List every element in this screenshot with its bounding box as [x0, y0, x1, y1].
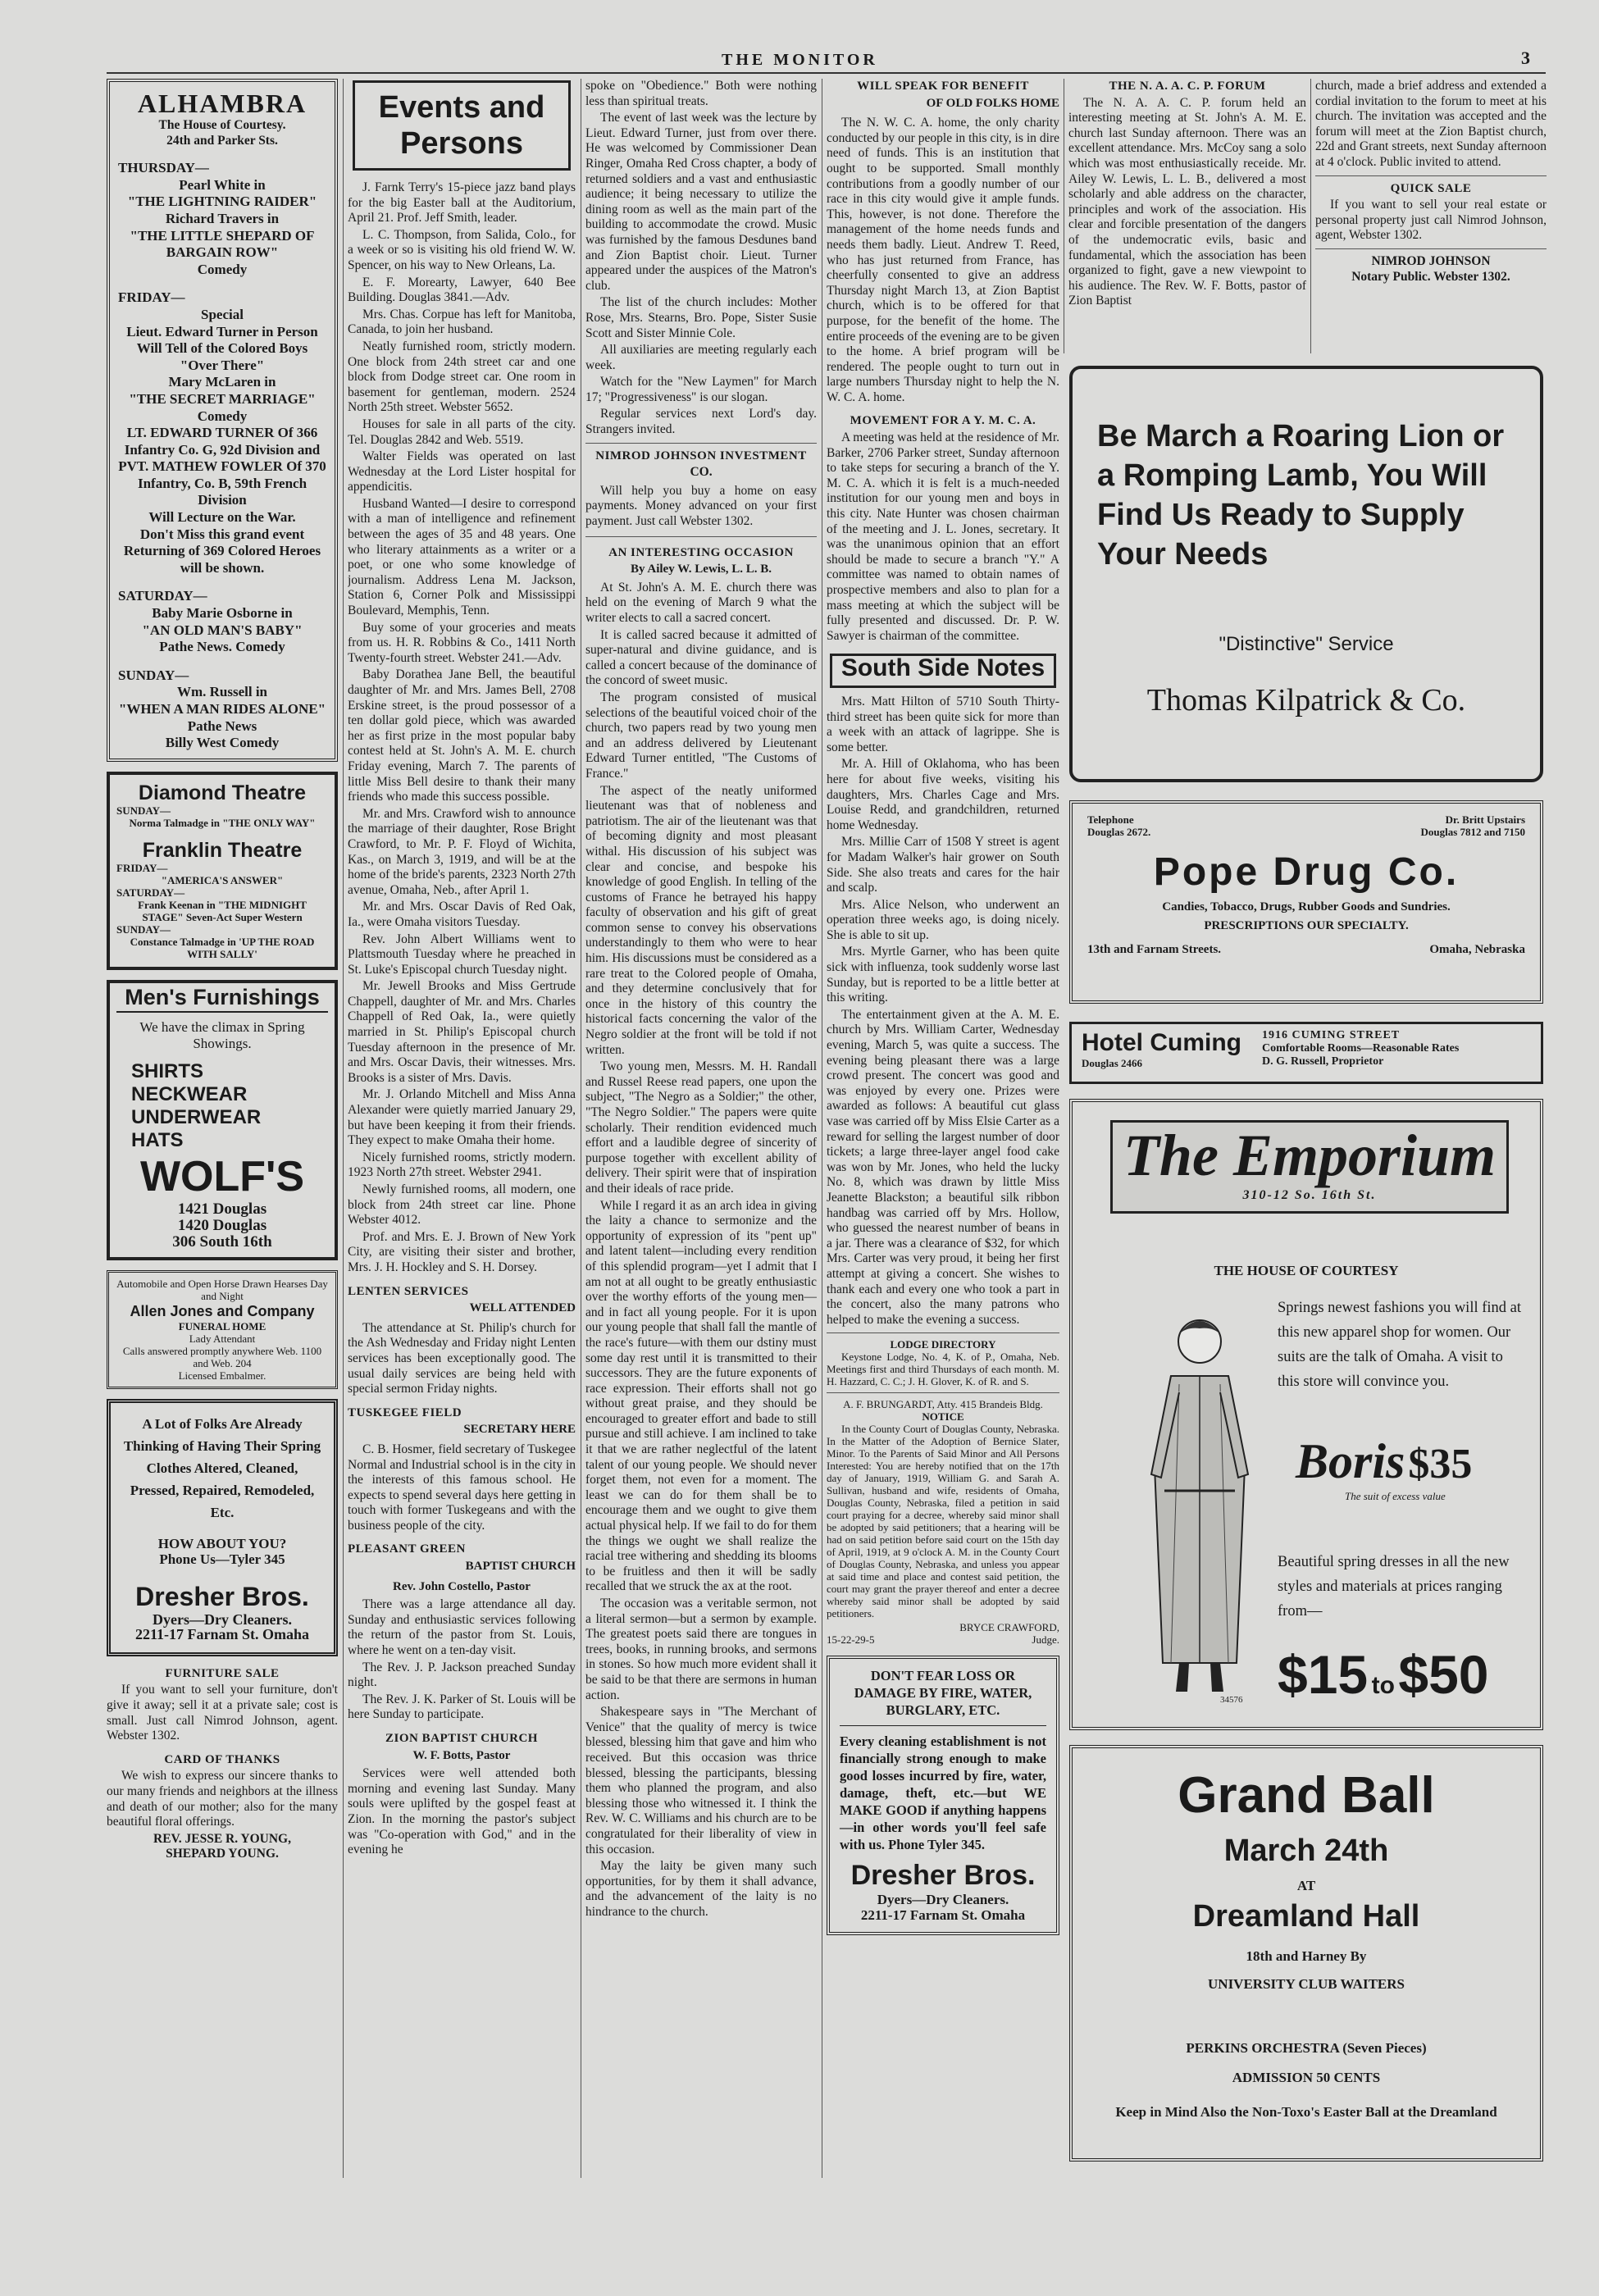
notice-judge: Judge. [1032, 1633, 1059, 1647]
pope-footer [1087, 943, 1525, 957]
cuming-sub: Comfortable Rooms—Reasonable Rates [1262, 1042, 1460, 1055]
pope-tel-label: Telephone [1087, 813, 1134, 826]
ymca-text: A meeting was held at the residence of Mr. Barker, 2706 Parker street, Sunday afternoon to take steps for securing a branch of the Y. M. C. A. which it is felt is a much-needed institution for our young men and boys in this city. Nate Hunter was chosen chairman of the meeting and J. L. Jones, secretary. It was the unanimous opinion that an effort should be made to secure a branch "Y." A committee was named to obtain names of prospective members and also to plan for a mass meeting at which the subject will be fully presented and discussed. Dr. P. W. Sawyer is chairman of the committee. [827, 430, 1059, 643]
tuskegee-heading: SECRETARY HERE [463, 1423, 576, 1437]
alhambra-line: Wm. Russell in [176, 684, 268, 700]
pleasant-green-text: The Rev. J. P. Jackson preached Sunday night. [348, 1660, 576, 1690]
grand-ball-footer: Keep in Mind Also the Non-Toxo's Easter Ball at the Dreamland [1115, 2104, 1497, 2120]
thanks-signature: SHEPARD YOUNG. [166, 1847, 279, 1861]
dresher-text: A Lot of Folks Are Already Thinking of Having Their Spring Clothes Altered, Cleaned, Pressed, Repaired, Remodeled, Etc. [123, 1416, 321, 1521]
nimrod-sub: Notary Public. Webster 1302. [1351, 269, 1510, 284]
alhambra-line: LT. EDWARD TURNER Of 366 Infantry Co. G, 92d Division and [124, 425, 321, 458]
boris-name: Boris [1296, 1434, 1405, 1488]
dresher-how: HOW ABOUT YOU? [157, 1536, 287, 1552]
dresher-name: Dresher Bros. [850, 1860, 1036, 1892]
hotel-cuming-ad [1069, 1022, 1543, 1084]
cuming-right [1254, 1029, 1531, 1077]
grand-ball-hosts: UNIVERSITY CLUB WAITERS [1208, 1976, 1405, 1992]
event-item: Mr. and Mrs. Crawford wish to announce the marriage of their daughter, Rose Bright Crawford, to Mr. P. F. Floyd of Wichita, Kas., on March 3, 1919, and will be at the home of the bride's parents, 2323 North 27th avenue, Omaha, Neb., after April 1. [348, 806, 576, 897]
southside-note: Mrs. Matt Hilton of 5710 South Thirty-third street has been quite sick for more than a week with an attack of lagrippe. She is some better. [827, 694, 1059, 754]
cuming-address: 1916 CUMING STREET [1262, 1029, 1401, 1041]
event-item: Husband Wanted—I desire to correspond with a man of intelligence and refinement between the ages of 35 and 48 years. One who literary attainments as a writer or a poet, or one who some knowledge of journalism. Address Lena M. Jackson, Station 6, Corner Polk and Mississippi Boulevard, Memphis, Tenn. [348, 496, 576, 618]
southside-note: The entertainment given at the A. M. E. church by Mrs. William Carter, Wednesday evening, March 5, was quite a success. The evening being pleasant there was a large crowd present. The concert was good and was enjoyed by every one. Prizes were awarded as follows: A beautiful cut glass vase was carried off by Miss Elsie Carter as a reward for selling the largest number of door tickets; a large three-layer angel food cake was won by Mr. Jones, who held the lucky No. 8, which was drawn by little Miss Jeanette Blackston; a beautiful silk ribbon handbag was carried off by Mrs. Hollow, who guessed the nearest number of beans in a jar. There was a clearance of $32, for which Mrs. Carter was very proud, it being her first attempt at giving a concert. She wishes to thank each and every one who took a part in the concert, also the many patrons who helped to make the evening a success. [827, 1007, 1059, 1327]
allen-line: Lady Attendant [189, 1332, 256, 1346]
alhambra-day: THURSDAY— [118, 160, 209, 176]
alhambra-line: "AN OLD MAN'S BABY" [142, 622, 303, 638]
alhambra-line: Comedy [197, 261, 248, 277]
notice-text: In the County Court of Douglas County, Nebraska. In the Matter of the Adoption of Bernice Slater, Minor. To the Parents of Said Minor and All Persons Interested: You are hereby notified that on the 17th day of January, 1919, William G. and Sarah A. Sullivan, husband and wife, residents of Omaha, Douglas County, Nebraska, filed a petition in said court praying for a decree, whereby said minor shall be adopted by said petitioners; that a hearing will be had on said petition before said court on the 15th day of April, 1919, at 9 o'clock A. M. in the County Court of Douglas County, Nebraska, and unless you appear at said time and place and contest said petition, the court may grant the prayer thereof and enter a decree whereby said minor shall be adopted by said petitioners. [827, 1423, 1059, 1620]
alhambra-line: "THE SECRET MARRIAGE" [129, 390, 316, 407]
tuskegee-text: C. B. Hosmer, field secretary of Tuskegee Normal and Industrial school is in the city in the interests of this famous school. He expects to spend several days here getting in touch with former Tuskegeans and with the business people of the city. [348, 1442, 576, 1533]
pope-sub: Candies, Tobacco, Drugs, Rubber Goods and Sundries. [1162, 900, 1451, 913]
wolfs-intro: We have the climax in Spring Showings. [139, 1019, 305, 1052]
alhambra-day: FRIDAY— [118, 289, 185, 306]
diamond-title: Diamond Theatre [138, 781, 307, 804]
southside-note: Mrs. Alice Nelson, who underwent an operation three weeks ago, is doing nicely. She is able to sit up. [827, 897, 1059, 942]
event-item: Walter Fields was operated on last Wednesday at the Lord Lister hospital for appendicitis. [348, 449, 576, 494]
notice-attorney: A. F. BRUNGARDT, Atty. 415 Brandeis Bldg. [843, 1398, 1043, 1411]
pope-dr: Douglas 7812 and 7150 [1420, 826, 1525, 838]
alhambra-day: SATURDAY— [118, 588, 207, 604]
wolfs-ad [107, 980, 338, 1261]
diamond-theatre-ad [107, 772, 338, 970]
event-item: Prof. and Mrs. E. J. Brown of New York City, are visiting their sister and brother, Mrs. J. H. Hockley and S. H. Dorsey. [348, 1229, 576, 1274]
dresher-sub: Dyers—Dry Cleaners. [153, 1610, 292, 1628]
column-3 [585, 79, 817, 2178]
nimrod-heading: CO. [690, 465, 713, 480]
allen-line: Licensed Embalmer. [178, 1369, 266, 1383]
naacp-continued: church, made a brief address and extended a cordial invitation to the forum to meet at his church. The invitation was accepted and the forum will meet at the Zion Baptist church, 22d and Grant streets, next Sunday afternoon at 4 o'clock. Public invited to attend. [1315, 79, 1547, 169]
event-item: Mr. Jewell Brooks and Miss Gertrude Chappell, daughter of Mr. and Mrs. Charles Chappell of Red Oak, Ia., were quietly married in St. Philip's Episcopal church Tuesday afternoon in the presence of Mr. and Mrs. Oscar Davis, their witnesses. Mrs. Brooks is a sister of Mrs. Davis. [348, 979, 576, 1085]
alhambra-line: Don't Miss this grand event Returning of 369 Colored Heroes will be shown. [123, 526, 321, 576]
wolfs-address: 1420 Douglas [177, 1217, 267, 1235]
pope-name: Pope Drug Co. [1153, 850, 1460, 894]
pope-telephone [1087, 813, 1150, 838]
dresher-name: Dresher Bros. [135, 1581, 309, 1611]
wolfs-heading: Men's Furnishings [116, 990, 328, 1014]
divider [1315, 175, 1547, 176]
lenten-heading: LENTEN SERVICES [348, 1284, 469, 1298]
page-number: 3 [1521, 48, 1530, 68]
church-text: Watch for the "New Laymen" for March 17; "Progressiveness" is our slogan. [585, 375, 817, 404]
events-heading-box [353, 80, 571, 171]
quick-sale-heading: QUICK SALE [1390, 181, 1472, 195]
oldfolks-heading: WILL SPEAK FOR BENEFIT [857, 80, 1029, 93]
wolfs-item: NECKWEAR [131, 1083, 248, 1106]
divider [827, 1392, 1059, 1393]
divider [1315, 248, 1547, 249]
column-6 [1315, 79, 1547, 358]
zion-text: Services were well attended both morning and evening last Sunday. Many souls were uplifted by the gospel feast at Zion. In the morning the pastor's subject was "Co-operation with God," and in the evening he [348, 1766, 576, 1857]
furniture-heading: FURNITURE SALE [165, 1666, 280, 1680]
alhambra-line: Special [201, 306, 244, 322]
alhambra-line: "WHEN A MAN RIDES ALONE" [118, 701, 326, 717]
alhambra-line: Mary McLaren in [168, 374, 276, 390]
pope-rx: PRESCRIPTIONS OUR SPECIALTY. [1204, 919, 1409, 932]
price-high: $50 [1398, 1644, 1489, 1705]
lenten-heading: WELL ATTENDED [469, 1301, 576, 1315]
occasion-byline: By Ailey W. Lewis, L. L. B. [630, 563, 772, 576]
alhambra-line: Pathe News [187, 718, 257, 734]
column-1 [107, 79, 338, 2194]
emporium-price-range [1278, 1643, 1532, 1706]
column-4 [827, 79, 1059, 2178]
occasion-paragraph: May the laity be given many such opportunities, for by them it shall advance, and the advancement of the laity is no hindrance to the church. [585, 1859, 817, 1919]
diamond-day: SUNDAY— [116, 804, 171, 817]
alhambra-title: ALHAMBRA [137, 89, 308, 118]
event-item: Mrs. Chas. Corpue has left for Manitoba, Canada, to join her husband. [348, 307, 576, 337]
alhambra-line: Lieut. Edward Turner in Person Will Tell of the Colored Boys "Over There" [126, 323, 318, 373]
dresher-text: Every cleaning establishment is not financially strong enough to make good losses incurred by fire, water, damage, theft, etc.—but WE MAKE GOOD if anything happens—in other words you'll feel safe with us. Phone Tyler 345. [840, 1733, 1046, 1853]
thanks-signature: REV. JESSE R. YOUNG, [153, 1831, 291, 1846]
event-item: E. F. Morearty, Lawyer, 640 Bee Building. Douglas 3841.—Adv. [348, 275, 576, 305]
pleasant-green-text: The Rev. J. K. Parker of St. Louis will be here Sunday to participate. [348, 1692, 576, 1722]
boris-sub: The suit of excess value [1345, 1490, 1446, 1502]
event-item: Neatly furnished room, strictly modern. One block from 24th street car and one block from Dodge street car. One room in basement for gentleman, modern. 2524 North 25th street. Webster 5652. [348, 339, 576, 415]
pleasant-green-pastor: Rev. John Costello, Pastor [393, 1579, 531, 1593]
franklin-day: SUNDAY— [116, 922, 171, 936]
occasion-heading: AN INTERESTING OCCASION [608, 545, 794, 559]
boris-logo [1296, 1433, 1509, 1532]
price-to: to [1371, 1672, 1395, 1699]
alhambra-line: Will Lecture on the War. [148, 509, 296, 526]
occasion-paragraph: The occasion was a veritable sermon, not a literal sermon—but a sermon by example. The greatest poets said there are tongues in trees, books, in running brooks, and sermons in stones. So how much more evident shall it be said to be that there are sermons in human action. [585, 1597, 817, 1702]
kilpatrick-name: Thomas Kilpatrick & Co. [1146, 683, 1466, 718]
wolfs-address: 306 South 16th [172, 1233, 272, 1251]
oldfolks-heading: OF OLD FOLKS HOME [926, 96, 1059, 110]
boris-price: $35 [1408, 1441, 1473, 1487]
alhambra-address: 24th and Parker Sts. [166, 133, 278, 148]
nimrod-name: NIMROD JOHNSON [1371, 253, 1491, 268]
kilpatrick-ad [1069, 366, 1543, 782]
lodge-heading: LODGE DIRECTORY [890, 1338, 996, 1351]
pleasant-green-heading: BAPTIST CHURCH [465, 1560, 576, 1574]
church-text: Regular services next Lord's day. Strangers invited. [585, 407, 817, 437]
wolfs-item: HATS [131, 1129, 184, 1152]
events-list [348, 180, 576, 1276]
alhambra-line: Billy West Comedy [165, 735, 280, 751]
thanks-heading: CARD OF THANKS [164, 1752, 280, 1766]
grand-ball-address: 18th and Harney By [1246, 1948, 1367, 1964]
price-low: $15 [1278, 1644, 1369, 1705]
occasion-paragraph: Shakespeare says in "The Merchant of Venice" that the quality of mercy is twice blessed, blessing him that gave and him who received. But this occasion was thrice blessed, blessing the participants, blessing them who planned the program, and also blessing those who witnessed it. I think the Rev. W. C. Williams and his church are to be congratulated for their liberality of view in this occasion. [585, 1705, 817, 1856]
event-item: Mr. J. Orlando Mitchell and Miss Anna Alexander were quietly married January 29, but have been keeping it from their friends. They expect to make Omaha their home. [348, 1087, 576, 1148]
pope-city: Omaha, Nebraska [1429, 943, 1525, 956]
events-title: Persons [400, 126, 523, 161]
dresher-address: 2211-17 Farnam St. Omaha [134, 1626, 309, 1643]
occasion-paragraph: At St. John's A. M. E. church there was held on the evening of March 9 what the writer elects to call a sacred concert. [585, 580, 817, 625]
naacp-text: The N. A. A. C. P. forum held an interesting meeting at St. John's A. M. E. church last Sunday afternoon. There was an excellent attendance. Mrs. McCoy sang a solo which was most enthusiastically receide. Mr. Ailey W. Lewis, L. L. B., delivered a most scholarly and able address on the character, principles and work of the association. His clear and forcible presentation of the dangers of the undemocratic evils, basic and fundamental, which the association has been organized to fight, gave a new viewpoint to his audience. The Rev. W. F. Botts, pastor of Zion Baptist [1068, 95, 1306, 308]
event-item: Rev. John Albert Williams went to Plattsmouth Tuesday where he preached in St. Luke's Episcopal church Tuesday night. [348, 932, 576, 977]
emporium-ad [1069, 1099, 1543, 1730]
church-text: spoke on "Obedience." Both were nothing less than spiritual treats. [585, 79, 817, 108]
pleasant-green-text: There was a large attendance all day. Sunday and enthusiastic services following the return of the pastor from St. Louis, where he went on a ten-day visit. [348, 1597, 576, 1658]
cuming-phone: Douglas 2466 [1082, 1057, 1143, 1069]
lenten-text: The attendance at St. Philip's church for the Ash Wednesday and Friday night Lenten services has been exceptionally good. The usual daily services are being held with special sermon Friday nights. [348, 1320, 576, 1396]
allen-line: Calls answered promptly anywhere Web. 1100 and Web. 204 [122, 1345, 322, 1370]
emporium-address: 310-12 So. 16th St. [1242, 1188, 1377, 1202]
occasion-paragraph: While I regard it as an arch idea in giving the laity a chance to sermonize and the opportunity of expression of its "pent up" and latent talent—including every rendition of this splendid program—yet I admit that I am not at all ought to be greatly enthusiastic over the worthy efforts of the young men—and in fact all young people. For it is upon our young people that shall fall the mantle of the race's future—with them our dstiny must some day rest until it is transmitted to their successors. They are the future exponents of race expression. Their efforts shall not go without great praise, and they should be encouraged to greater effort and bade to still pursue and still achieve. I am inclined to take it that we are rather neglectful of the latent talent of our young people. We should never forget them, not even for a moment. The least we can do for them shall be to encourage them and we ought to give them actual physical help. If we fail to do for them the things we ought we shall realize the racial tree withering and shedding its blooms to be fruitless and then it will be sadly recalled that we struck the ax at the root. [585, 1198, 817, 1594]
nimrod-text: Will help you buy a home on easy payments. Money advanced on your first payment. Just call Webster 1302. [585, 483, 817, 529]
alhambra-tagline: The House of Courtesy. [158, 118, 286, 132]
events-title: Events and [378, 90, 545, 125]
dresher-ad-2 [827, 1656, 1059, 1934]
tuskegee-heading: TUSKEGEE FIELD [348, 1405, 462, 1419]
pope-dr-label: Dr. Britt Upstairs [1445, 813, 1525, 826]
wolfs-items [131, 1060, 328, 1152]
divider [840, 1725, 1046, 1726]
alhambra-line: "THE LITTLE SHEPARD OF BARGAIN ROW" [130, 227, 315, 261]
diamond-film: Norma Talmadge in "THE ONLY WAY" [129, 816, 316, 829]
lodge-text: Keystone Lodge, No. 4, K. of P., Omaha, Neb. Meetings first and third Thursdays of each month. M. H. Hazzard, C. C.; J. H. Glover, K. of R. and S. [827, 1351, 1059, 1388]
emporium-dresses-text: Beautiful spring dresses in all the new styles and materials at prices ranging from— [1278, 1554, 1510, 1620]
top-rule [107, 72, 1546, 74]
column-rule [343, 79, 344, 2178]
dresher-sub: Dyers—Dry Cleaners. [877, 1892, 1009, 1908]
furniture-text: If you want to sell your furniture, don't give it away; sell it at a private sale; cost is small. Just call Nimrod Johnson, agent. Webster 1302. [107, 1683, 338, 1743]
divider [827, 1332, 1059, 1333]
southside-note: Mr. A. Hill of Oklahoma, who has been here for about five weeks, visiting his daughters, Mrs. Charles Cage and Mrs. Louise Redd, and grandchildren, returned home Wednesday. [827, 757, 1059, 832]
southside-note: Mrs. Myrtle Garner, who has been quite sick with influenza, took suddenly worse last Sunday, but is reported to be a little better at this writing. [827, 945, 1059, 1005]
grand-ball-band: PERKINS ORCHESTRA (Seven Pieces) [1186, 2040, 1427, 2056]
allen-top: Automobile and Open Horse Drawn Hearses Day and Night [116, 1278, 328, 1303]
allen-name: Allen Jones and Company [130, 1303, 315, 1320]
event-item: Mr. and Mrs. Oscar Davis of Red Oak, Ia., were Omaha visitors Tuesday. [348, 900, 576, 929]
franklin-film: Frank Keenan in "THE MIDNIGHT STAGE" Seven-Act Super Western [138, 898, 307, 923]
alhambra-day: SUNDAY— [118, 667, 189, 683]
grand-ball-date: March 24th [1223, 1834, 1389, 1868]
event-item: L. C. Thompson, from Salida, Colo., for a week or so is visiting his old friend W. W. Spencer, on his way to New Orleans, La. [348, 227, 576, 272]
notice-signature: BRYCE CRAWFORD, [959, 1621, 1059, 1634]
emporium-tagline: THE HOUSE OF COURTESY [1214, 1263, 1399, 1278]
notice-date: 15-22-29-5 [827, 1633, 875, 1647]
franklin-day: SATURDAY— [116, 886, 185, 899]
ymca-heading: MOVEMENT FOR A Y. M. C. A. [850, 414, 1036, 428]
emporium-name: The Emporium [1123, 1123, 1496, 1188]
grand-ball-at: AT [1296, 1878, 1316, 1893]
emporium-logo [1110, 1120, 1509, 1214]
pope-tel: Douglas 2672. [1087, 826, 1151, 838]
column-5 [1068, 79, 1306, 358]
alhambra-line: Baby Marie Osborne in [152, 605, 293, 622]
event-item: J. Farnk Terry's 15-piece jazz band plays for the big Easter ball at the Auditorium, April 21. Prof. Jeff Smith, leader. [348, 180, 576, 226]
event-item: Buy some of your groceries and meats from us. H. R. Robbins & Co., 1411 North Twenty-fourth street. Webster 241.—Adv. [348, 620, 576, 665]
alhambra-line: Pearl White in [179, 176, 266, 193]
wolfs-address: 1421 Douglas [177, 1200, 267, 1219]
franklin-title: Franklin Theatre [142, 838, 303, 862]
alhambra-line: "THE LIGHTNING RAIDER" [127, 194, 317, 210]
wolfs-item: UNDERWEAR [131, 1106, 262, 1129]
pope-drug-ad [1069, 800, 1543, 1004]
franklin-day: FRIDAY— [116, 861, 168, 874]
wolfs-item: SHIRTS [131, 1060, 204, 1083]
event-item: Newly furnished rooms, all modern, one block from 24th street car line. Phone Webster 4012. [348, 1182, 576, 1228]
cuming-name: Hotel Cuming [1082, 1029, 1241, 1056]
zion-heading: ZION BAPTIST CHURCH [385, 1732, 538, 1745]
kilpatrick-service: "Distinctive" Service [1219, 633, 1394, 655]
emporium-text: Springs newest fashions you will find at this new apparel shop for women. Our suits are the talk of Omaha. A visit to this store will convince you. [1278, 1300, 1522, 1390]
dresher-ad-1 [107, 1399, 338, 1656]
allen-sub: FUNERAL HOME [178, 1320, 266, 1333]
event-item: Baby Dorathea Jane Bell, the beautiful daughter of Mr. and Mrs. James Bell, 2708 Erskine street, is the proud possessor of a ten dollar gold piece, which was awarded her as first prize in the most popular baby contest held at St. John's A. M. E. church Friday evening, March 7. The parents of little Miss Bell desire to thank their many friends who made this success possible. [348, 667, 576, 804]
cuming-left [1082, 1029, 1254, 1077]
column-rule [1310, 79, 1311, 353]
dresher-phone: Phone Us—Tyler 345 [159, 1551, 285, 1567]
alhambra-listing [118, 160, 326, 752]
grand-ball-admission: ADMISSION 50 CENTS [1232, 2070, 1381, 2085]
occasion-paragraph: The program consisted of musical selections of the beautiful voiced choir of the church, two papers read by two young men and an address delivered by Lieutenant Edward Turner entitled, "The Customs of France." [585, 690, 817, 781]
dresher-address: 2211-17 Farnam St. Omaha [860, 1906, 1026, 1923]
kilpatrick-headline: Be March a Roaring Lion or a Romping Lamb, You Will Find Us Ready to Supply Your Needs [1097, 419, 1505, 572]
southside-list [827, 695, 1059, 1328]
event-item: Houses for sale in all parts of the city. Tel. Douglas 2842 and Web. 5519. [348, 417, 576, 447]
notice-heading: NOTICE [922, 1410, 964, 1424]
pope-doctor [1421, 813, 1526, 838]
naacp-heading: THE N. A. A. C. P. FORUM [1109, 80, 1266, 93]
figure-number: 34576 [1220, 1695, 1243, 1704]
alhambra-line: Richard Travers in [165, 210, 280, 226]
pope-address: 13th and Farnam Streets. [1087, 943, 1222, 956]
franklin-film: Constance Talmadge in 'UP THE ROAD WITH SALLY' [130, 935, 315, 960]
alhambra-ad [107, 79, 338, 762]
quick-sale-text: If you want to sell your real estate or personal property just call Nimrod Johnson, agent, Webster 1302. [1315, 198, 1547, 243]
divider [585, 443, 817, 444]
grand-ball-ad [1069, 1745, 1543, 2162]
pope-contacts [1087, 813, 1525, 838]
church-text: All auxiliaries are meeting regularly each week. [585, 343, 817, 372]
southside-title: South Side Notes [840, 654, 1046, 682]
wolfs-name: WOLF'S [139, 1153, 305, 1201]
alhambra-line: Comedy [197, 408, 248, 424]
dress-illustration [1122, 1302, 1278, 1704]
occasion-paragraph: It is called sacred because it admitted of super-natural and divine guidance, and is called a concert because of the dominance of the concord of sweet music. [585, 627, 817, 688]
oldfolks-text: The N. W. C. A. home, the only charity conducted by our people in this city, is in dire need of funds. This is an institution that ought to be supported. Small monthly contributions from a goodly number of our race in this city would give it ample funds. This, however, is not done. Therefore the management of the home needs funds and needs them badly. Lieut. Andrew T. Reed, who has just returned from France, has cheerfully consented to give an address Thursday night March 13, at Zion Baptist church, which is to be offered for that purpose, for the benefit of the home. The entire proceeds of the evening are to be given to the home. A brief program will be rendered. The people ought to turn out in large numbers Thursday night to help the N. W. C. A. home. [827, 116, 1059, 404]
event-item: Nicely furnished rooms, strictly modern. 1923 North 27th street. Webster 2941. [348, 1150, 576, 1180]
occasion-paragraph: Two young men, Messrs. M. H. Randall and Russel Reese read papers, one upon the subject, "The Negro as a Soldier;" the other, "The Negro Soldier." The papers were quite scholarly. Their rendition evidenced much effort and a laudible degree of sincerity of purpose together with excellent ability of delivery. Their spirit were that of inspiration and their ideals of race pride. [585, 1059, 817, 1196]
notice-footer [827, 1633, 1059, 1646]
occasion-article [585, 581, 817, 1920]
allen-jones-ad [107, 1270, 338, 1389]
franklin-film: "AMERICA'S ANSWER" [161, 873, 284, 886]
alhambra-line: PVT. MATHEW FOWLER Of 370 Infantry, Co. B, 59th French Division [118, 458, 326, 508]
southside-note: Mrs. Millie Carr of 1508 Y street is agent for Madam Walker's hair grower on South Side. She also treats and cares for the hair and scalp. [827, 835, 1059, 895]
occasion-paragraph: The aspect of the neatly uniformed lieutenant was that of nobleness and patriotism. The air of the lieutenant was that of becoming dignity and most pleasant withal. His discussion of his subject was clear and concise, and bespoke his knowledge of good English. In telling of the customs of France he betrayed his happy faculty of observation and his gift of great common sense to convey his observations understandingly to them who were to hear him. His discussions must be considered as a rare treat to the Colored people of Omaha, and they determine conclusively that for once in the history of this country the historical facts concerning the valor of the Negro soldier at the front will be told if not written. [585, 783, 817, 1057]
church-text: The event of last week was the lecture by Lieut. Edward Turner, just from over there. He was welcomed by Commissioner Dean Ringer, Omaha Red Cross chapter, a body of returned soldiers and a vast and enthusiastic audience; it being necessary to utilize the dining room as well as the main part of the building to accommodate the crowd. Music was furnished by the famous Desdunes band and Zion Baptist choir. Lieut. Turner appeared under the auspices of the Matron's club. [585, 111, 817, 293]
divider [585, 536, 817, 537]
cuming-proprietor: D. G. Russell, Proprietor [1262, 1055, 1384, 1068]
zion-pastor: W. F. Botts, Pastor [412, 1748, 511, 1762]
southside-heading-box [830, 654, 1056, 688]
column-2 [348, 79, 576, 2178]
alhambra-line: Pathe News. Comedy [159, 639, 285, 655]
dresher-headline: DON'T FEAR LOSS OR DAMAGE BY FIRE, WATER, BURGLARY, ETC. [854, 1668, 1032, 1719]
grand-ball-venue: Dreamland Hall [1192, 1899, 1420, 1934]
pleasant-green-heading: PLEASANT GREEN [348, 1542, 466, 1556]
church-text: The list of the church includes: Mother Rose, Mrs. Stearns, Bro. Pope, Sister Susie Scott and Sister Minnie Cole. [585, 295, 817, 340]
thanks-text: We wish to express our sincere thanks to our many friends and neighbors at the illness and death of our mother; also for the many beautiful floral offerings. [107, 1769, 338, 1829]
masthead: THE MONITOR [722, 51, 878, 69]
grand-ball-title: Grand Ball [1178, 1767, 1435, 1824]
nimrod-heading: NIMROD JOHNSON INVESTMENT [595, 449, 807, 462]
